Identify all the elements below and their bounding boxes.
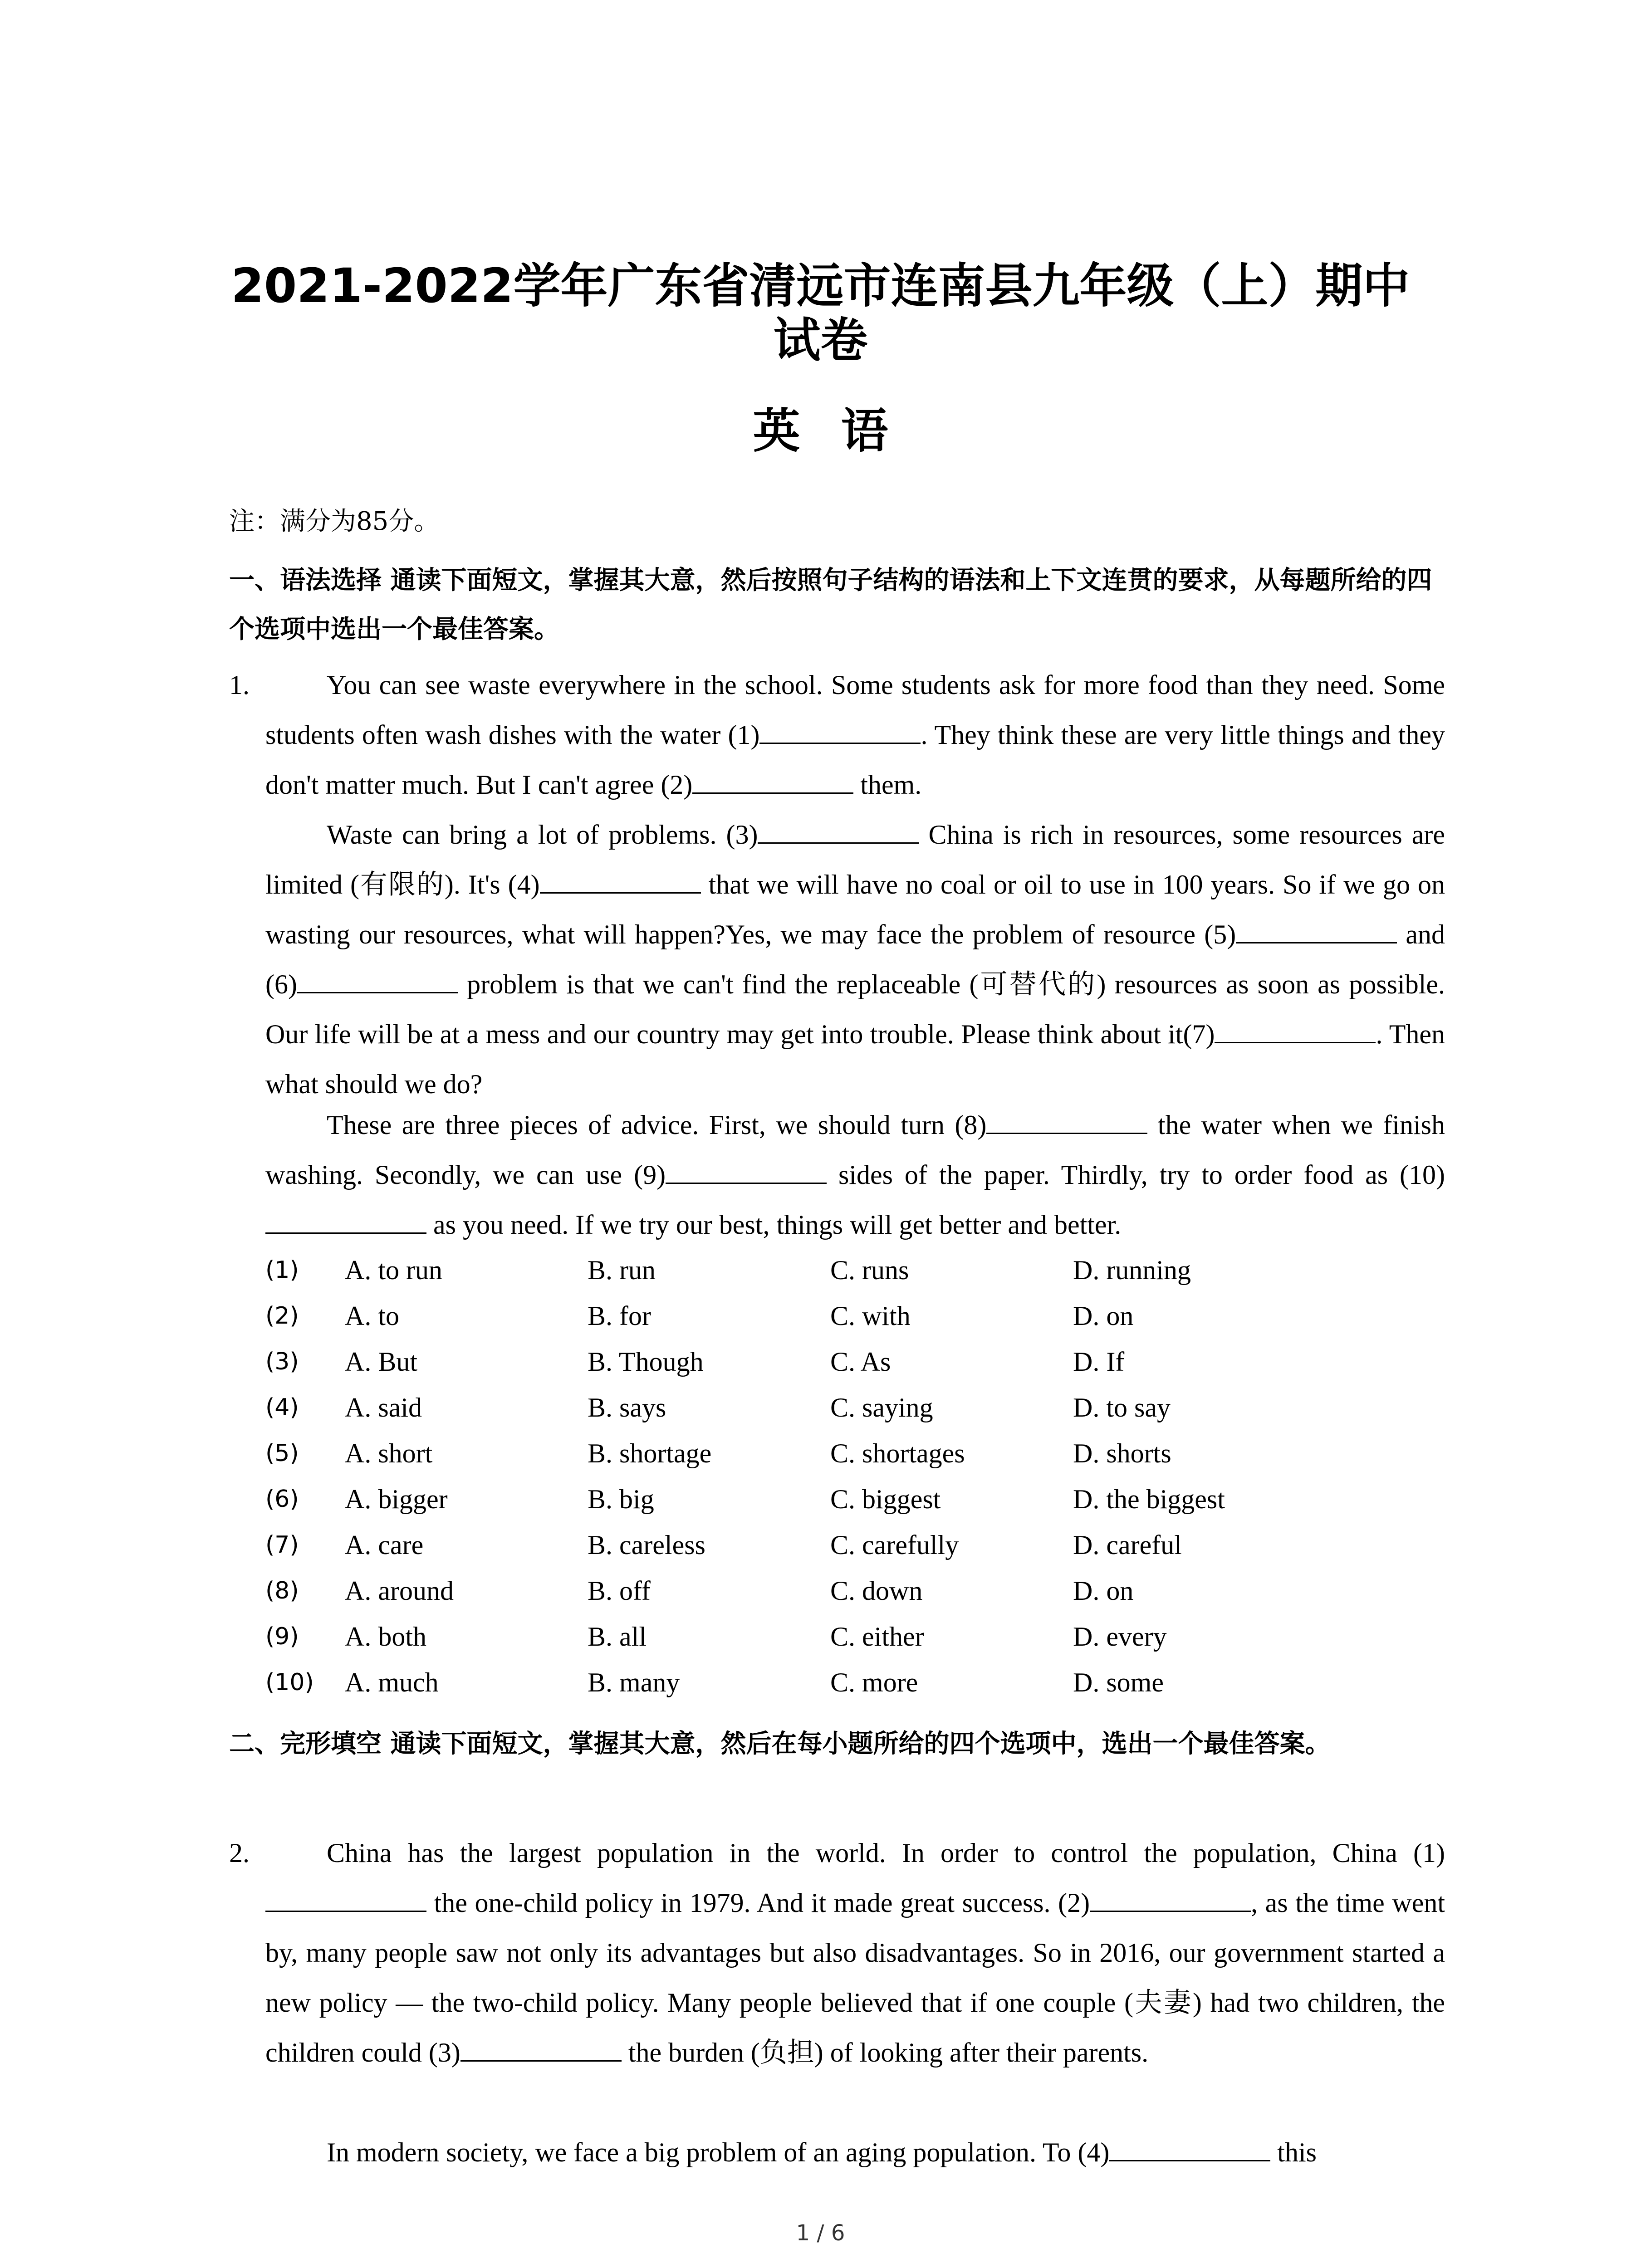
option-c[interactable]: C. saying bbox=[830, 1393, 933, 1422]
answer-blank[interactable] bbox=[1109, 2135, 1270, 2161]
passage-text: and (6) bbox=[265, 919, 1445, 999]
answer-blank[interactable] bbox=[1236, 917, 1397, 943]
answer-blank[interactable] bbox=[692, 767, 853, 794]
question2-number: 2. bbox=[229, 1838, 250, 1868]
passage1-paragraph1 bbox=[265, 660, 1445, 810]
option-b[interactable]: B. says bbox=[588, 1393, 666, 1422]
option-b[interactable]: B. all bbox=[588, 1622, 647, 1652]
option-row bbox=[265, 1293, 1445, 1339]
passage-text: this bbox=[1270, 2137, 1317, 2167]
option-b[interactable]: B. Though bbox=[588, 1347, 704, 1377]
question1-number: 1. bbox=[229, 670, 250, 700]
option-row bbox=[265, 1339, 1445, 1385]
option-c[interactable]: C. carefully bbox=[830, 1530, 959, 1560]
answer-blank[interactable] bbox=[460, 2035, 622, 2062]
option-b[interactable]: B. many bbox=[588, 1667, 680, 1697]
option-row bbox=[265, 1660, 1445, 1706]
option-number: (10) bbox=[265, 1669, 314, 1696]
option-d[interactable]: D. on bbox=[1073, 1301, 1134, 1331]
option-number: (9) bbox=[265, 1623, 299, 1650]
passage-text: as you need. If we try our best, things will get better and better. bbox=[426, 1210, 1122, 1240]
option-b[interactable]: B. shortage bbox=[588, 1438, 712, 1468]
passage2-paragraph1 bbox=[265, 1828, 1445, 2077]
option-c[interactable]: C. runs bbox=[830, 1255, 909, 1285]
passage1-paragraph3 bbox=[265, 1100, 1445, 1250]
option-row bbox=[265, 1568, 1445, 1614]
option-number: (3) bbox=[265, 1348, 299, 1375]
option-b[interactable]: B. off bbox=[588, 1576, 651, 1606]
option-a[interactable]: A. care bbox=[345, 1530, 424, 1560]
passage-text: the water when we finish washing. Secondly, we can use (9) bbox=[265, 1110, 1445, 1190]
option-number: (8) bbox=[265, 1577, 299, 1604]
option-b[interactable]: B. run bbox=[588, 1255, 656, 1285]
option-b[interactable]: B. careless bbox=[588, 1530, 705, 1560]
page-number: 1 / 6 bbox=[796, 2220, 845, 2246]
option-row bbox=[265, 1476, 1445, 1522]
option-number: (4) bbox=[265, 1394, 299, 1421]
section2-heading: 二、完形填空 通读下面短文，掌握其大意，然后在每小题所给的四个选项中，选出一个最佳答案。 bbox=[229, 1729, 1331, 1759]
answer-blank[interactable] bbox=[297, 967, 458, 993]
option-d[interactable]: D. careful bbox=[1073, 1530, 1182, 1560]
option-c[interactable]: C. more bbox=[830, 1667, 918, 1697]
option-d[interactable]: D. If bbox=[1073, 1347, 1125, 1377]
answer-blank[interactable] bbox=[540, 867, 701, 894]
passage-text: You can see waste everywhere in the school. Some students ask for more food than they need. Some students often wash dishes with the water (1) bbox=[265, 670, 1445, 750]
passage-text: These are three pieces of advice. First, we should turn (8) bbox=[327, 1110, 987, 1140]
option-a[interactable]: A. said bbox=[345, 1393, 422, 1422]
option-a[interactable]: A. short bbox=[345, 1438, 433, 1468]
answer-blank[interactable] bbox=[666, 1158, 827, 1184]
option-d[interactable]: D. some bbox=[1073, 1667, 1164, 1697]
passage-text: China has the largest population in the world. In order to control the population, China (1) bbox=[327, 1838, 1445, 1868]
option-d[interactable]: D. every bbox=[1073, 1622, 1167, 1652]
option-number: (2) bbox=[265, 1302, 299, 1330]
option-a[interactable]: A. to bbox=[345, 1301, 399, 1331]
answer-blank[interactable] bbox=[758, 817, 919, 844]
answer-blank[interactable] bbox=[986, 1108, 1147, 1134]
passage-text: , as the time went by, many people saw not only its advantages but also disadvantages. So in 2016, our government started a new policy — the two-child policy. Many people believed that if one couple (夫妻) had two children, the children could (3) bbox=[265, 1888, 1445, 2068]
option-number: (1) bbox=[265, 1256, 299, 1284]
option-number: (7) bbox=[265, 1531, 299, 1559]
option-c[interactable]: C. with bbox=[830, 1301, 911, 1331]
option-number: (6) bbox=[265, 1486, 299, 1513]
passage2-paragraph2 bbox=[265, 2127, 1445, 2177]
score-note: 注：满分为85分。 bbox=[229, 507, 440, 536]
answer-blank[interactable] bbox=[1090, 1886, 1251, 1912]
option-row bbox=[265, 1385, 1445, 1431]
passage-text: China is rich in resources, some resources are limited (有限的). It's (4) bbox=[265, 820, 1445, 899]
passage-text: that we will have no coal or oil to use in 100 years. So if we go on wasting our resources, what will happen?Yes, we may face the problem of resource (5) bbox=[265, 870, 1445, 949]
option-a[interactable]: A. to run bbox=[345, 1255, 442, 1285]
option-a[interactable]: A. But bbox=[345, 1347, 418, 1377]
option-c[interactable]: C. shortages bbox=[830, 1438, 965, 1468]
answer-blank[interactable] bbox=[265, 1207, 426, 1234]
option-c[interactable]: C. down bbox=[830, 1576, 923, 1606]
passage-text: problem is that we can't find the replaceable (可替代的) resources as soon as possible. Our life will be at a mess and our country may get into trouble. Please think about it(7) bbox=[265, 969, 1445, 1049]
option-a[interactable]: A. bigger bbox=[345, 1484, 448, 1514]
option-a[interactable]: A. around bbox=[345, 1576, 454, 1606]
option-d[interactable]: D. shorts bbox=[1073, 1438, 1171, 1468]
passage-text: sides of the paper. Thirdly, try to order food as (10) bbox=[827, 1160, 1445, 1190]
answer-blank[interactable] bbox=[759, 718, 921, 744]
option-d[interactable]: D. on bbox=[1073, 1576, 1134, 1606]
answer-blank[interactable] bbox=[265, 1886, 426, 1912]
section1-heading: 一、语法选择 通读下面短文，掌握其大意，然后按照句子结构的语法和上下文连贯的要求，从每题所给的四个选项中选出一个最佳答案。 bbox=[229, 565, 1432, 644]
passage-text: . Then what should we do? bbox=[265, 1019, 1445, 1099]
option-c[interactable]: C. either bbox=[830, 1622, 924, 1652]
passage-text: In modern society, we face a big problem of an aging population. To (4) bbox=[327, 2137, 1110, 2167]
passage-text: the one-child policy in 1979. And it made great success. (2) bbox=[426, 1888, 1090, 1918]
option-row bbox=[265, 1522, 1445, 1568]
passage-text: them. bbox=[853, 770, 922, 800]
passage-text: Waste can bring a lot of problems. (3) bbox=[327, 820, 758, 850]
option-d[interactable]: D. the biggest bbox=[1073, 1484, 1225, 1514]
option-row bbox=[265, 1247, 1445, 1293]
option-b[interactable]: B. for bbox=[588, 1301, 651, 1331]
option-number: (5) bbox=[265, 1440, 299, 1467]
option-d[interactable]: D. to say bbox=[1073, 1393, 1171, 1422]
answer-blank[interactable] bbox=[1215, 1017, 1376, 1043]
options-table bbox=[265, 1247, 1445, 1706]
option-row bbox=[265, 1431, 1445, 1476]
option-a[interactable]: A. much bbox=[345, 1667, 439, 1697]
passage-text: . They think these are very little things and they don't matter much. But I can't agree (2) bbox=[265, 720, 1445, 800]
exam-title-line2: 试卷 bbox=[773, 313, 868, 368]
option-c[interactable]: C. As bbox=[830, 1347, 891, 1377]
exam-title-line1: 2021-2022学年广东省清远市连南县九年级（上）期中 bbox=[231, 258, 1410, 313]
subject-title: 英语 bbox=[753, 403, 929, 459]
option-b[interactable]: B. big bbox=[588, 1484, 654, 1514]
option-a[interactable]: A. both bbox=[345, 1622, 426, 1652]
option-c[interactable]: C. biggest bbox=[830, 1484, 941, 1514]
passage1-paragraph2 bbox=[265, 810, 1445, 1109]
option-d[interactable]: D. running bbox=[1073, 1255, 1191, 1285]
option-row bbox=[265, 1614, 1445, 1660]
passage-text: the burden (负担) of looking after their parents. bbox=[621, 2038, 1149, 2068]
